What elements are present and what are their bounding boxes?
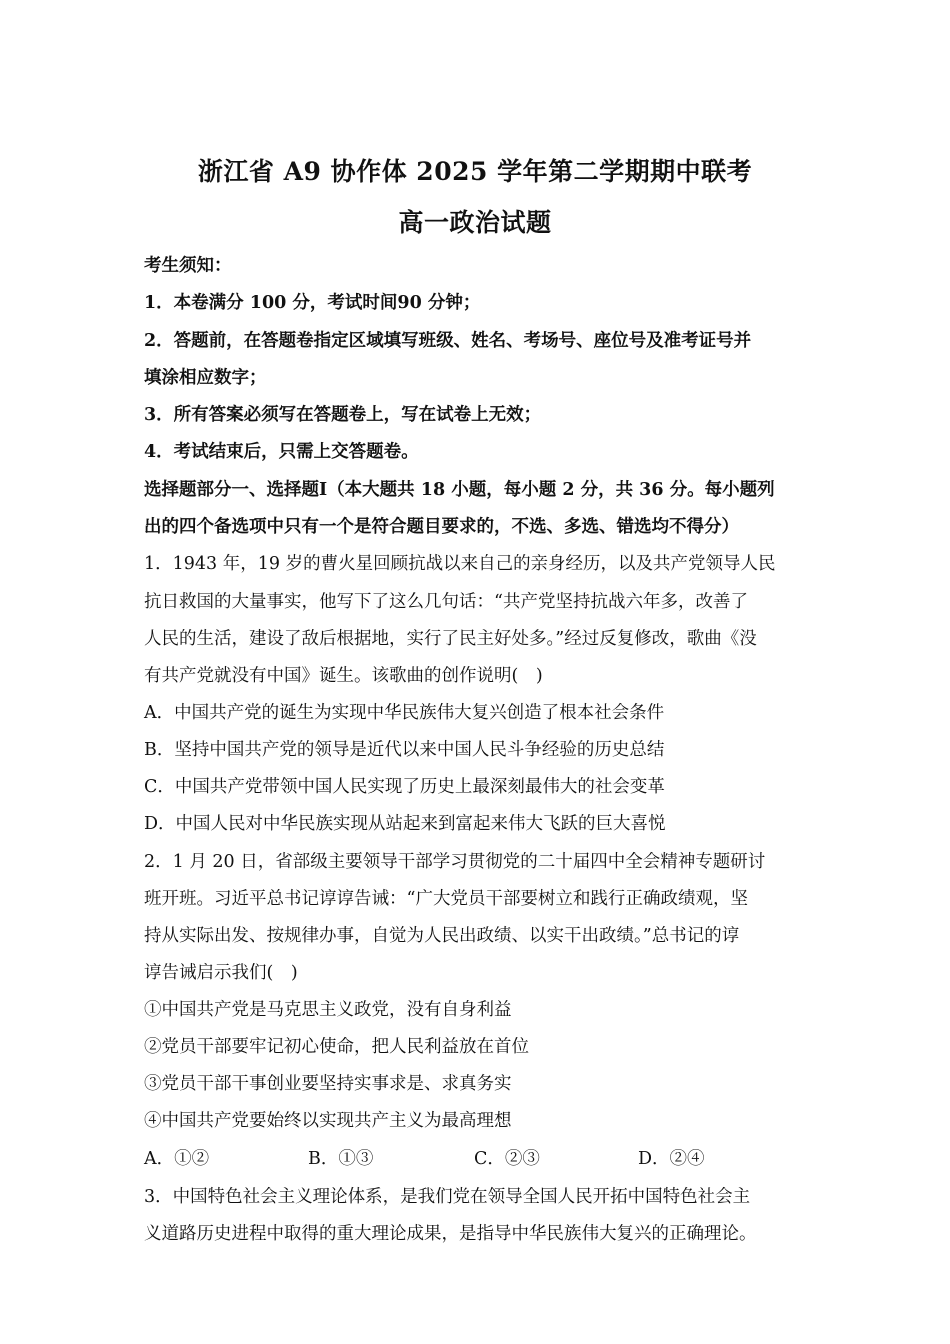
question-stem: 谆告诫启示我们( )	[144, 963, 298, 983]
question-stem: 人民的生活，建设了敌后根据地，实行了民主好处多。”经过反复修改，歌曲《没	[144, 629, 757, 649]
question-stem: 3．中国特色社会主义理论体系，是我们党在领导全国人民开拓中国特色社会主	[144, 1187, 751, 1207]
exam-title: 浙江省 A9 协作体 2025 学年第二学期期中联考	[197, 157, 753, 186]
statement: ①中国共产党是马克思主义政党，没有自身利益	[144, 1000, 512, 1020]
question-stem: 抗日救国的大量事实，他写下了这么几句话：“共产党坚持抗战六年多，改善了	[144, 592, 748, 612]
notice-item: 1．本卷满分 100 分，考试时间90 分钟；	[144, 293, 481, 313]
statement: ②党员干部要牢记初心使命，把人民利益放在首位	[144, 1037, 529, 1057]
answer-option: B．坚持中国共产党的领导是近代以来中国人民斗争经验的历史总结	[144, 740, 665, 760]
section-heading-cont: 出的四个备选项中只有一个是符合题目要求的，不选、多选、错选均不得分）	[144, 517, 739, 537]
exam-subtitle: 高一政治试题	[398, 208, 552, 237]
question-stem: 班开班。习近平总书记谆谆告诫：“广大党员干部要树立和践行正确政绩观，坚	[144, 889, 748, 909]
notice-heading: 考生须知：	[144, 256, 232, 276]
notice-item: 填涂相应数字；	[144, 368, 267, 388]
answer-option: B．①③	[308, 1149, 374, 1169]
answer-option: D．中国人民对中华民族实现从站起来到富起来伟大飞跃的巨大喜悦	[144, 814, 666, 834]
answer-option: C．中国共产党带领中国人民实现了历史上最深刻最伟大的社会变革	[144, 777, 665, 797]
notice-item: 2．答题前，在答题卷指定区域填写班级、姓名、考场号、座位号及准考证号并	[144, 331, 752, 351]
question-stem: 1．1943 年，19 岁的曹火星回顾抗战以来自己的亲身经历，以及共产党领导人民	[144, 554, 776, 574]
question-stem: 2．1 月 20 日，省部级主要领导干部学习贯彻党的二十届四中全会精神专题研讨	[144, 852, 766, 872]
section-heading: 选择题部分一、选择题Ⅰ（本大题共 18 小题，每小题 2 分，共 36 分。每小题列	[144, 480, 775, 500]
notice-item: 3．所有答案必须写在答题卷上，写在试卷上无效；	[144, 405, 542, 425]
answer-option: C．②③	[474, 1149, 540, 1169]
question-stem: 持从实际出发、按规律办事，自觉为人民出政绩、以实干出政绩。”总书记的谆	[144, 926, 740, 946]
answer-option: A．①②	[144, 1149, 210, 1169]
statement: ④中国共产党要始终以实现共产主义为最高理想	[144, 1111, 512, 1131]
question-stem: 有共产党就没有中国》诞生。该歌曲的创作说明( )	[144, 666, 543, 686]
question-stem: 义道路历史进程中取得的重大理论成果，是指导中华民族伟大复兴的正确理论。	[144, 1224, 757, 1244]
answer-option: D．②④	[638, 1149, 705, 1169]
statement: ③党员干部干事创业要坚持实事求是、求真务实	[144, 1074, 512, 1094]
answer-option: A．中国共产党的诞生为实现中华民族伟大复兴创造了根本社会条件	[144, 703, 665, 723]
notice-item: 4．考试结束后，只需上交答题卷。	[144, 442, 419, 462]
